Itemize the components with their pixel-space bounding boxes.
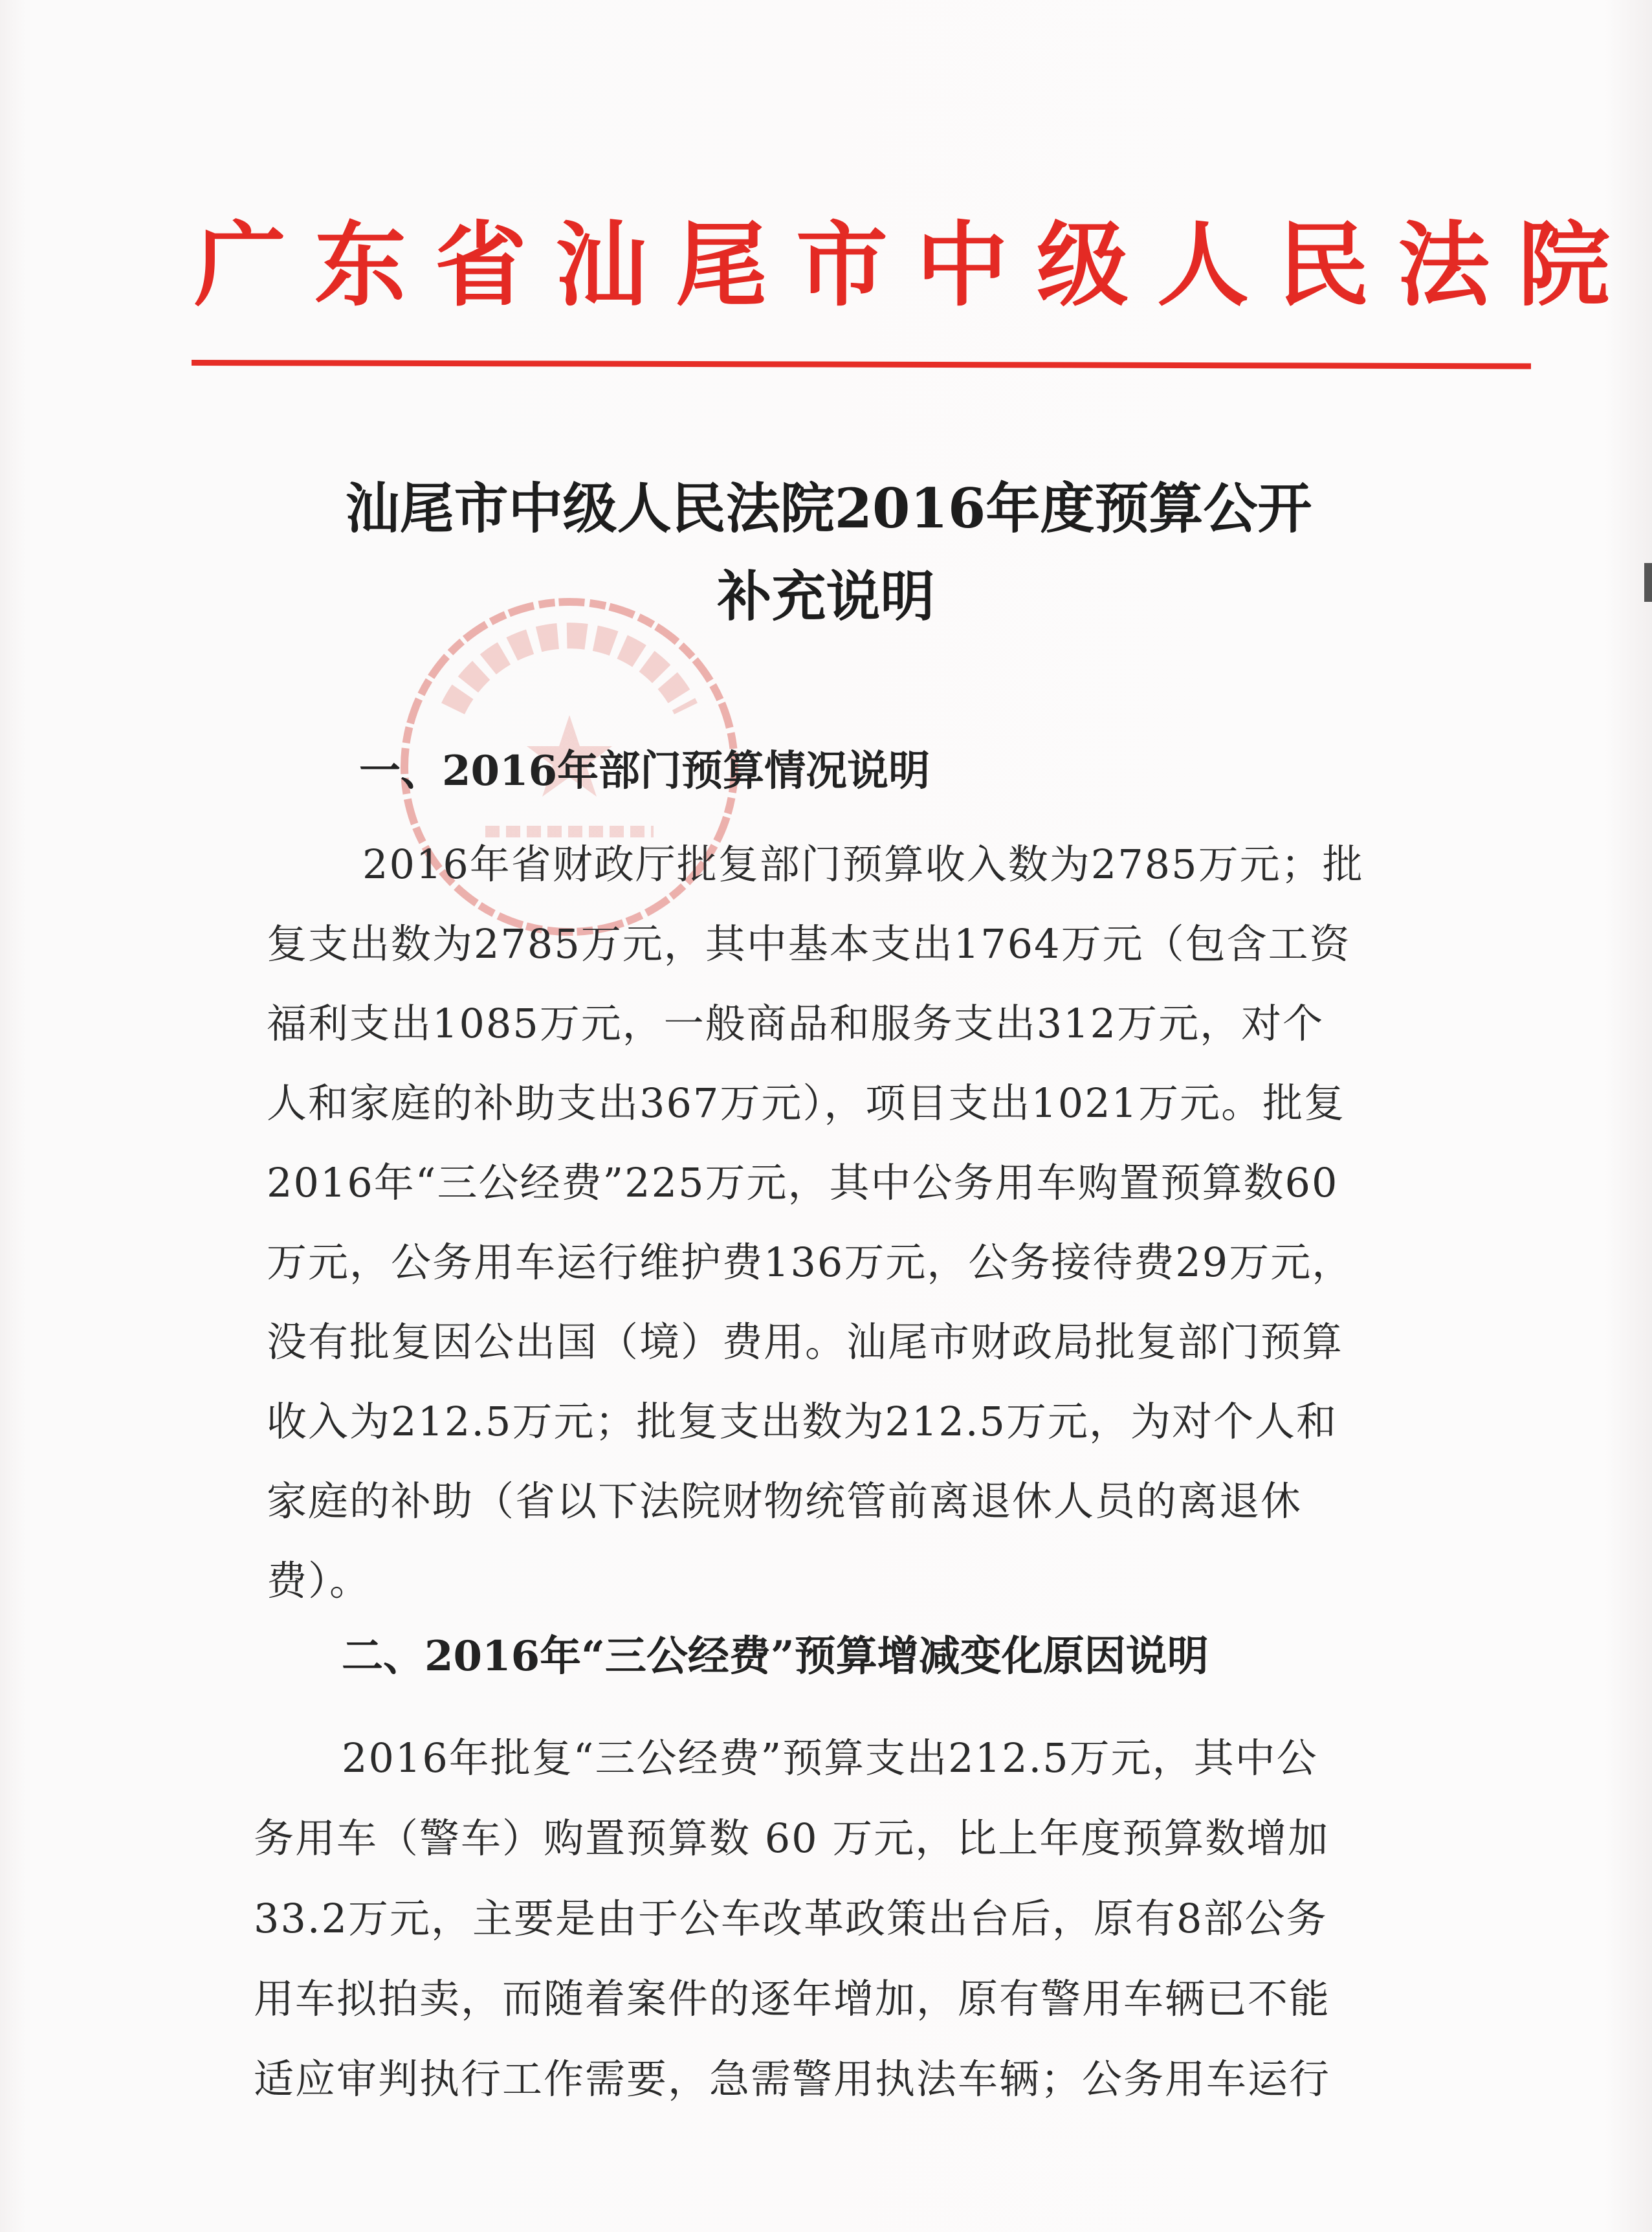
section-1-line: 福利支出1085万元，一般商品和服务支出312万元，对个 bbox=[267, 1000, 1325, 1047]
section-1-line: 复支出数为2785万元，其中基本支出1764万元（包含工资 bbox=[267, 920, 1351, 967]
document-title-line-2: 补充说明 bbox=[717, 564, 935, 628]
section-1-line: 费）。 bbox=[267, 1557, 371, 1604]
section-2-line: 33.2万元，主要是由于公车改革政策出台后，原有8部公务 bbox=[254, 1895, 1328, 1942]
section-1-line: 2016年省财政厅批复部门预算收入数为2785万元；批 bbox=[362, 841, 1364, 888]
letterhead-red-rule bbox=[192, 360, 1531, 369]
letterhead-title: 广东省汕尾市中级人民法院 bbox=[194, 212, 1638, 319]
section-2-heading: 二、2016年“三公经费”预算增减变化原因说明 bbox=[342, 1632, 1209, 1681]
section-1-line: 收入为212.5万元；批复支出数为212.5万元，为对个人和 bbox=[267, 1398, 1338, 1445]
section-1-line: 万元，公务用车运行维护费136万元，公务接待费29万元， bbox=[267, 1239, 1354, 1286]
section-1-line: 2016年“三公经费”225万元，其中公务用车购置预算数60 bbox=[267, 1159, 1339, 1206]
section-1-heading: 一、2016年部门预算情况说明 bbox=[359, 747, 931, 795]
section-2-line: 务用车（警车）购置预算数 60 万元，比上年度预算数增加 bbox=[254, 1815, 1330, 1862]
section-1-line: 人和家庭的补助支出367万元），项目支出1021万元。批复 bbox=[267, 1079, 1346, 1127]
section-1-line: 没有批复因公出国（境）费用。汕尾市财政局批复部门预算 bbox=[267, 1318, 1344, 1365]
scan-edge-mark bbox=[1644, 563, 1652, 602]
section-2-line: 2016年批复“三公经费”预算支出212.5万元，其中公 bbox=[342, 1734, 1318, 1782]
section-1-line: 家庭的补助（省以下法院财物统管前离退休人员的离退休 bbox=[267, 1477, 1303, 1525]
section-2-line: 用车拟拍卖，而随着案件的逐年增加，原有警用车辆已不能 bbox=[254, 1975, 1331, 2022]
section-2-line: 适应审判执行工作需要，急需警用执法车辆；公务用车运行 bbox=[254, 2055, 1331, 2103]
document-title-line-1: 汕尾市中级人民法院2016年度预算公开 bbox=[345, 476, 1312, 540]
